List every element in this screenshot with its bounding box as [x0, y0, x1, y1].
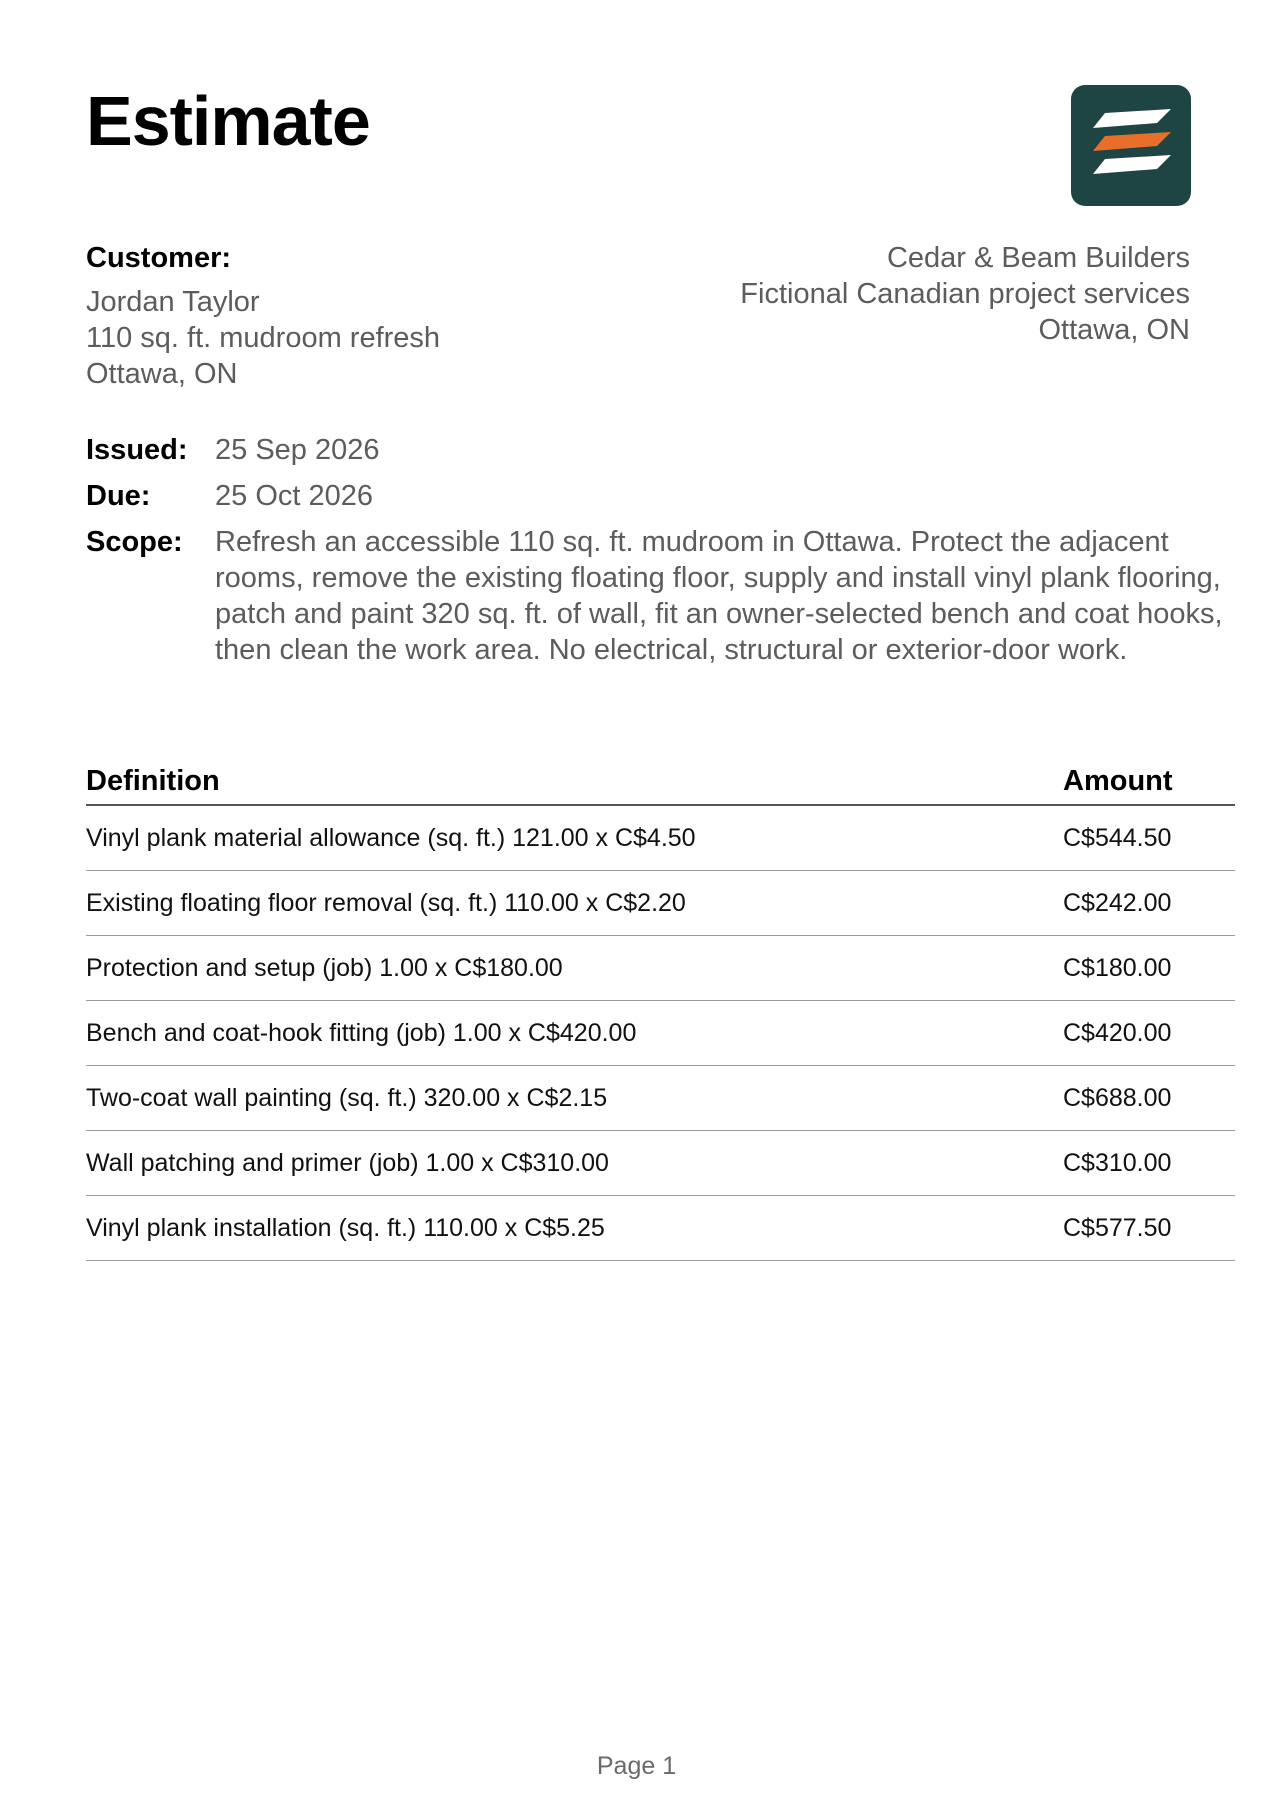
- customer-name: Jordan Taylor: [86, 286, 260, 318]
- header-amount: Amount: [1063, 764, 1173, 797]
- issued-label: Issued:: [86, 434, 188, 466]
- row-amount: C$242.00: [1063, 888, 1172, 917]
- customer-label: Customer:: [86, 242, 232, 274]
- row-amount: C$688.00: [1063, 1083, 1172, 1112]
- table-row: [86, 1001, 1235, 1066]
- document-title: Estimate: [86, 82, 370, 160]
- table-header: [86, 758, 1235, 806]
- table-row: [86, 1196, 1235, 1261]
- table-row: [86, 936, 1235, 1001]
- row-definition: Two-coat wall painting (sq. ft.) 320.00 x C$2.15: [86, 1083, 608, 1112]
- company-location: Ottawa, ON: [1038, 314, 1190, 346]
- company-name: Cedar & Beam Builders: [886, 242, 1190, 274]
- due-row: [86, 478, 1236, 514]
- row-definition: Protection and setup (job) 1.00 x C$180.00: [86, 953, 563, 982]
- table-row: [86, 871, 1235, 936]
- estimate-meta: [86, 432, 1236, 678]
- row-amount: C$420.00: [1063, 1018, 1172, 1047]
- row-amount: C$544.50: [1063, 823, 1172, 852]
- customer-location: Ottawa, ON: [86, 358, 238, 390]
- table-row: [86, 806, 1235, 871]
- company-logo-icon: [1071, 85, 1191, 206]
- issued-date: 25 Sep 2026: [215, 434, 380, 466]
- table-row: [86, 1066, 1235, 1131]
- table-row: [86, 1131, 1235, 1196]
- row-amount: C$180.00: [1063, 953, 1172, 982]
- header-definition: Definition: [86, 764, 220, 797]
- line-items-table: [86, 758, 1235, 1261]
- row-definition: Vinyl plank installation (sq. ft.) 110.00 x C$5.25: [86, 1213, 605, 1242]
- company-tagline: Fictional Canadian project services: [740, 278, 1190, 310]
- due-date: 25 Oct 2026: [215, 480, 373, 512]
- scope-label: Scope:: [86, 526, 183, 558]
- row-definition: Existing floating floor removal (sq. ft.) 110.00 x C$2.20: [86, 888, 686, 917]
- customer-project: 110 sq. ft. mudroom refresh: [86, 322, 441, 354]
- row-definition: Vinyl plank material allowance (sq. ft.) 121.00 x C$4.50: [86, 823, 696, 852]
- issued-row: [86, 432, 1236, 468]
- customer-block: [86, 240, 440, 392]
- row-definition: Bench and coat-hook fitting (job) 1.00 x C$420.00: [86, 1018, 637, 1047]
- page-number: Page 1: [596, 1752, 677, 1780]
- row-definition: Wall patching and primer (job) 1.00 x C$310.00: [86, 1148, 609, 1177]
- scope-row: [86, 524, 1236, 668]
- row-amount: C$310.00: [1063, 1148, 1172, 1177]
- due-label: Due:: [86, 480, 151, 512]
- company-block: [740, 240, 1190, 348]
- scope-text: Refresh an accessible 110 sq. ft. mudroom in Ottawa. Protect the adjacent rooms, remove the existing floating floor, supply and install vinyl plank flooring, patch and paint 320 sq. ft. of wall, fit an owner-selected bench and coat hooks, then clean the work area. No electrical, structural or exterior-door work.: [215, 526, 1223, 666]
- row-amount: C$577.50: [1063, 1213, 1172, 1242]
